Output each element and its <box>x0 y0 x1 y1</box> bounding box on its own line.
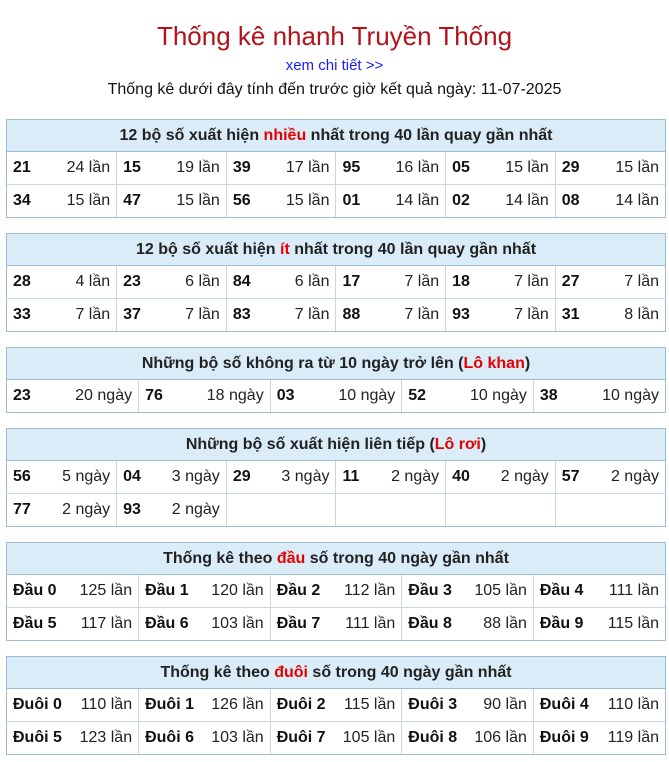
stat-number: 08 <box>561 192 580 209</box>
stat-number: 28 <box>13 273 31 290</box>
stat-cell <box>446 185 556 218</box>
stat-cell <box>117 152 227 185</box>
stat-count: 3 ngày <box>281 468 330 485</box>
stat-count: 15 lần <box>66 192 111 209</box>
section-heading-text: Những bộ số xuất hiện liên tiếp ( <box>185 436 435 453</box>
stat-cell <box>7 380 139 412</box>
stat-count: 105 lần <box>474 582 527 599</box>
stat-count: 4 lần <box>75 273 111 290</box>
section-heading <box>7 348 665 380</box>
stat-number: 34 <box>13 192 31 209</box>
stat-number: Đầu 8 <box>408 615 452 632</box>
stat-number: 39 <box>232 159 251 176</box>
stat-count: 14 lần <box>395 192 440 209</box>
stat-number: 56 <box>13 468 31 485</box>
stat-cell <box>402 380 534 412</box>
stat-cell <box>270 608 402 641</box>
stat-count: 125 lần <box>79 582 133 599</box>
stats-table <box>7 266 665 331</box>
stat-count: 15 lần <box>176 192 220 209</box>
section-heading-text: ) <box>480 436 487 453</box>
stat-cell <box>117 299 227 332</box>
stats-section <box>6 428 666 527</box>
stat-cell <box>336 494 446 527</box>
stat-count: 3 ngày <box>171 468 220 485</box>
stat-cell <box>555 494 665 527</box>
stat-count: 19 lần <box>176 159 220 176</box>
stat-cell <box>533 689 665 722</box>
stat-number: 29 <box>232 468 251 485</box>
stat-count: 117 lần <box>80 615 133 632</box>
stat-cell <box>7 299 117 332</box>
section-heading-text: 12 bộ số xuất hiện <box>119 127 264 144</box>
stat-number: 11 <box>342 468 360 485</box>
stat-cell <box>7 575 139 608</box>
stat-cell <box>446 494 556 527</box>
stat-cell <box>533 608 665 641</box>
stat-number: Đuôi 4 <box>539 696 589 713</box>
stat-count: 7 lần <box>75 306 111 323</box>
stat-cell <box>7 494 117 527</box>
table-row <box>7 494 665 527</box>
stat-cell <box>446 299 556 332</box>
section-heading <box>7 429 665 461</box>
page-subtitle: Thống kê dưới đây tính đến trước giờ kết quả ngày: 11-07-2025 <box>107 81 562 98</box>
table-row <box>7 299 665 332</box>
stat-count: 18 ngày <box>206 387 264 404</box>
stat-number: 84 <box>232 273 251 290</box>
stat-count: 115 lần <box>607 615 659 632</box>
stat-count: 15 lần <box>615 159 659 176</box>
page-header <box>0 0 669 100</box>
stat-number: Đầu 5 <box>13 615 57 632</box>
table-row <box>7 608 665 641</box>
stat-cell <box>139 380 271 412</box>
stat-count: 126 lần <box>211 696 264 713</box>
stat-number: 01 <box>342 192 361 209</box>
stat-count: 10 ngày <box>338 387 396 404</box>
stat-cell <box>270 689 402 722</box>
stat-count: 2 ngày <box>391 468 440 485</box>
stat-cell <box>555 152 665 185</box>
section-heading-highlight: Lô khan <box>463 355 525 372</box>
section-heading-highlight: ít <box>280 241 290 258</box>
stat-number: 52 <box>408 387 427 404</box>
stat-number: Đuôi 2 <box>276 696 326 713</box>
stat-cell <box>402 689 534 722</box>
stats-section <box>6 542 666 641</box>
stat-cell <box>402 722 534 755</box>
page-title: Thống kê nhanh Truyền Thống <box>156 21 513 51</box>
section-heading-text: nhất trong 40 lần quay gần nhất <box>306 127 553 144</box>
table-row <box>7 722 665 755</box>
stat-number: Đầu 3 <box>408 582 452 599</box>
section-heading-text: nhất trong 40 lần quay gần nhất <box>289 241 537 258</box>
section-heading-text: Thống kê theo <box>163 550 277 567</box>
stat-count: 119 lần <box>607 729 659 746</box>
stat-cell <box>139 608 271 641</box>
stat-cell <box>336 461 446 494</box>
table-row <box>7 185 665 218</box>
stat-cell <box>555 185 665 218</box>
stat-cell <box>336 266 446 299</box>
stat-cell <box>139 575 271 608</box>
section-heading-text: Những bộ số không ra từ 10 ngày trở lên ( <box>141 355 464 372</box>
stat-count: 24 lần <box>66 159 111 176</box>
stat-count: 2 ngày <box>500 468 549 485</box>
stat-number: 95 <box>342 159 361 176</box>
stat-cell <box>7 608 139 641</box>
stat-cell <box>533 575 665 608</box>
stat-count: 10 ngày <box>602 387 659 404</box>
section-heading-text: 12 bộ số xuất hiện <box>135 241 280 258</box>
stat-cell <box>117 494 227 527</box>
stat-cell <box>7 689 139 722</box>
stat-number: Đầu 7 <box>276 615 321 632</box>
stat-cell <box>270 575 402 608</box>
stat-number: Đuôi 9 <box>539 729 589 746</box>
stat-count: 2 ngày <box>171 501 220 518</box>
stat-count: 7 lần <box>404 306 440 323</box>
stat-number: Đuôi 1 <box>145 696 194 713</box>
section-heading-text: Thống kê theo <box>160 664 275 681</box>
stat-cell <box>139 689 271 722</box>
stat-count: 17 lần <box>285 159 330 176</box>
table-row <box>7 689 665 722</box>
stat-number: 23 <box>13 387 31 404</box>
stats-section <box>6 347 666 413</box>
stat-number: Đầu 2 <box>276 582 321 599</box>
stat-number: 17 <box>342 273 361 290</box>
stat-number: 31 <box>561 306 580 323</box>
stat-count: 110 lần <box>80 696 133 713</box>
table-row <box>7 575 665 608</box>
stat-count: 15 lần <box>505 159 549 176</box>
stat-number: 21 <box>13 159 31 176</box>
table-row <box>7 461 665 494</box>
stat-number: 02 <box>452 192 470 209</box>
stat-cell <box>139 722 271 755</box>
stat-count: 7 lần <box>624 273 659 290</box>
stat-count: 10 ngày <box>469 387 527 404</box>
stat-number: 77 <box>13 501 31 518</box>
stat-cell <box>446 461 556 494</box>
stat-count: 112 lần <box>343 582 396 599</box>
stat-number: Đầu 4 <box>539 582 584 599</box>
stat-cell <box>336 185 446 218</box>
stat-number: Đuôi 3 <box>408 696 458 713</box>
stat-cell <box>117 461 227 494</box>
stat-number: Đuôi 7 <box>276 729 326 746</box>
section-heading-text: số trong 40 ngày gần nhất <box>307 664 512 681</box>
stat-cell <box>117 266 227 299</box>
stat-number: Đuôi 6 <box>145 729 194 746</box>
stat-number: 03 <box>276 387 295 404</box>
stat-cell <box>7 152 117 185</box>
section-heading-highlight: đuôi <box>274 664 308 681</box>
stat-cell <box>336 299 446 332</box>
stat-count: 15 lần <box>285 192 330 209</box>
section-heading-highlight: đầu <box>276 550 306 567</box>
stat-number: Đuôi 0 <box>13 696 62 713</box>
section-heading-highlight: nhiều <box>263 127 307 144</box>
stat-number: 33 <box>13 306 31 323</box>
view-details-link[interactable]: xem chi tiết >> <box>285 57 384 74</box>
stat-count: 105 lần <box>342 729 396 746</box>
stat-count: 8 lần <box>624 306 659 323</box>
stats-table <box>7 689 665 754</box>
table-row <box>7 266 665 299</box>
stat-cell <box>7 185 117 218</box>
stat-count: 16 lần <box>395 159 440 176</box>
stat-cell <box>555 299 665 332</box>
stat-cell <box>533 380 665 412</box>
stat-cell <box>270 380 402 412</box>
stat-count: 120 lần <box>211 582 264 599</box>
stat-count: 88 lần <box>483 615 527 632</box>
stat-cell <box>226 185 336 218</box>
stat-cell <box>446 152 556 185</box>
stat-count: 7 lần <box>294 306 330 323</box>
stat-cell <box>402 608 534 641</box>
stat-number: 57 <box>561 468 580 485</box>
stat-number: 18 <box>452 273 470 290</box>
stat-number: 05 <box>452 159 470 176</box>
stat-count: 14 lần <box>505 192 549 209</box>
stat-number: Đầu 9 <box>539 615 584 632</box>
stat-count: 6 lần <box>294 273 330 290</box>
stat-count: 7 lần <box>404 273 440 290</box>
stat-cell <box>446 266 556 299</box>
stat-count: 123 lần <box>79 729 133 746</box>
stat-count: 106 lần <box>474 729 527 746</box>
stat-cell <box>226 152 336 185</box>
stat-number: 56 <box>232 192 251 209</box>
stat-cell <box>336 152 446 185</box>
stat-number: 93 <box>452 306 470 323</box>
section-heading-text: số trong 40 ngày gần nhất <box>305 550 509 567</box>
section-heading-highlight: Lô rơi <box>434 436 481 453</box>
stats-table <box>7 461 665 526</box>
stats-table <box>7 152 665 217</box>
stat-number: 29 <box>561 159 580 176</box>
stat-cell <box>7 461 117 494</box>
stat-cell <box>117 185 227 218</box>
stat-cell <box>402 575 534 608</box>
stat-number: 15 <box>123 159 141 176</box>
stat-count: 115 lần <box>343 696 396 713</box>
section-heading <box>7 543 665 575</box>
stat-cell <box>226 461 336 494</box>
section-heading <box>7 657 665 689</box>
stat-cell <box>226 266 336 299</box>
stats-section <box>6 656 666 755</box>
stat-count: 14 lần <box>615 192 659 209</box>
stat-cell <box>555 461 665 494</box>
stat-count: 5 ngày <box>62 468 111 485</box>
stat-number: 83 <box>232 306 251 323</box>
stat-number: Đầu 6 <box>145 615 189 632</box>
stat-count: 90 lần <box>483 696 527 713</box>
stat-number: Đuôi 5 <box>13 729 62 746</box>
stat-cell <box>7 266 117 299</box>
stat-count: 103 lần <box>211 729 264 746</box>
stat-count: 7 lần <box>514 306 549 323</box>
section-heading-text: ) <box>524 355 531 372</box>
stat-count: 110 lần <box>607 696 659 713</box>
stat-number: 76 <box>145 387 163 404</box>
stat-cell <box>555 266 665 299</box>
stat-cell <box>533 722 665 755</box>
stat-number: 04 <box>123 468 141 485</box>
stat-cell <box>226 299 336 332</box>
stat-number: Đầu 0 <box>13 582 57 599</box>
stats-table <box>7 575 665 640</box>
stat-number: 37 <box>123 306 141 323</box>
stat-count: 6 lần <box>185 273 220 290</box>
stat-count: 111 lần <box>608 582 659 599</box>
section-heading <box>7 234 665 266</box>
stat-cell <box>270 722 402 755</box>
stat-number: Đuôi 8 <box>408 729 458 746</box>
stat-count: 7 lần <box>185 306 220 323</box>
stat-cell <box>7 722 139 755</box>
stats-section <box>6 119 666 218</box>
stat-number: Đầu 1 <box>145 582 189 599</box>
stat-number: 23 <box>123 273 141 290</box>
stat-count: 111 lần <box>345 615 396 632</box>
stat-count: 20 ngày <box>75 387 133 404</box>
stat-cell <box>226 494 336 527</box>
stats-section <box>6 233 666 332</box>
table-row <box>7 380 665 412</box>
stat-number: 88 <box>342 306 361 323</box>
stats-table <box>7 380 665 412</box>
stat-count: 2 ngày <box>62 501 111 518</box>
stat-number: 27 <box>561 273 580 290</box>
stat-number: 40 <box>452 468 470 485</box>
stat-number: 47 <box>123 192 141 209</box>
stat-count: 2 ngày <box>610 468 659 485</box>
stat-number: 93 <box>123 501 141 518</box>
stat-number: 38 <box>539 387 558 404</box>
stat-count: 103 lần <box>211 615 264 632</box>
section-heading <box>7 120 665 152</box>
table-row <box>7 152 665 185</box>
stat-count: 7 lần <box>514 273 549 290</box>
